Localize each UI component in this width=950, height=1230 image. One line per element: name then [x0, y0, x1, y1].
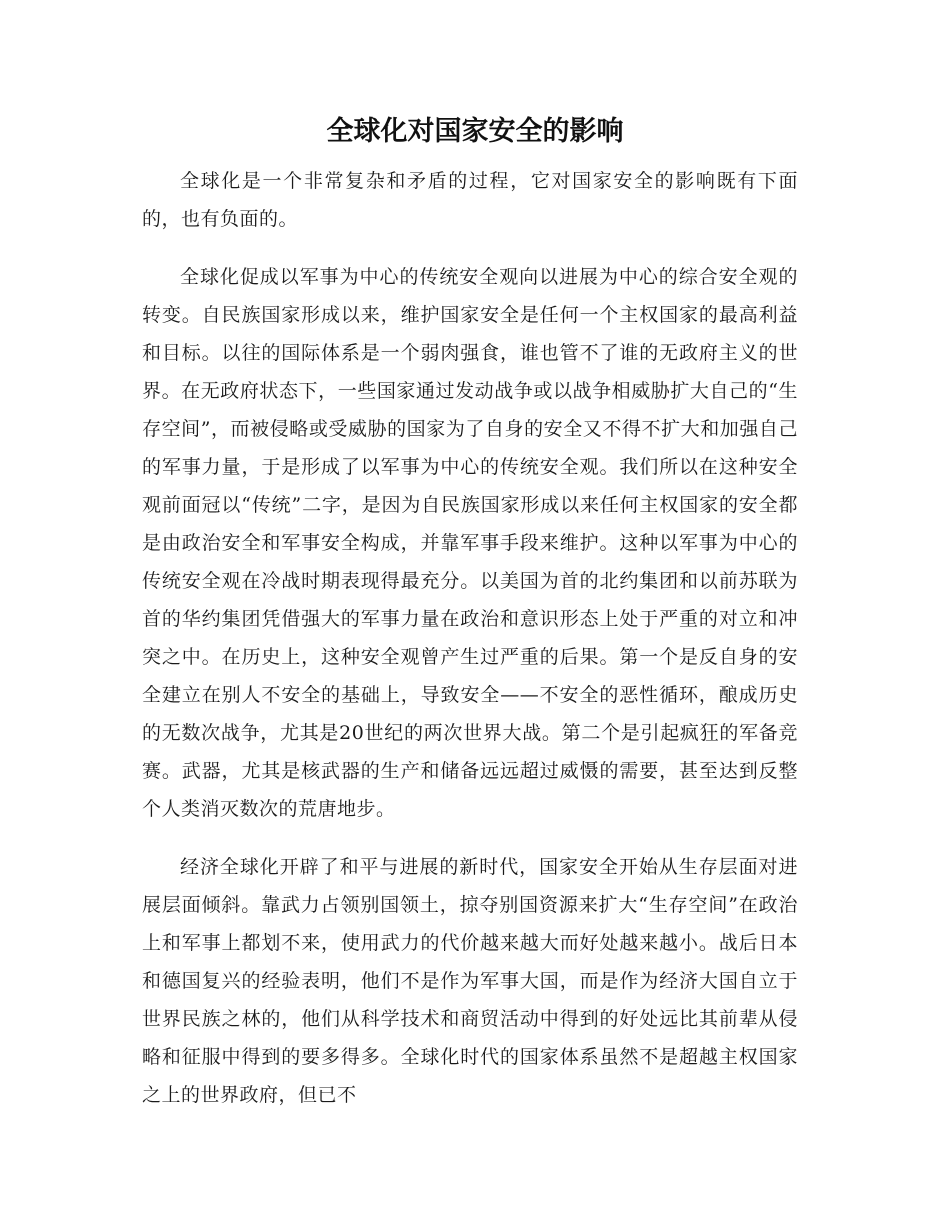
document-title: 全球化对国家安全的影响 [326, 116, 624, 147]
paragraph-3: 经济全球化开辟了和平与进展的新时代，国家安全开始从生存层面对进展层面倾斜。靠武力占领别国领土，掠夺别国资源来扩大“生存空间”在政治上和军事上都划不来，使用武力的代价越来越大而好处越来越小。战后日本和德国复兴的经验表明，他们不是作为军事大国，而是作为经济大国自立于世界民族之林的，他们从科学技术和商贸活动中得到的好处远比其前辈从侵略和征服中得到的要多得多。全球化时代的国家体系虽然不是超越主权国家之上的世界政府，但已不 [142, 856, 798, 1106]
document-body [142, 162, 798, 1134]
paragraph-1: 全球化是一个非常复杂和矛盾的过程，它对国家安全的影响既有下面的，也有负面的。 [142, 170, 798, 230]
paragraph-2: 全球化促成以军事为中心的传统安全观向以进展为中心的综合安全观的转变。自民族国家形成以来，维护国家安全是任何一个主权国家的最高利益和目标。以往的国际体系是一个弱肉强食，谁也管不了谁的无政府主义的世界。在无政府状态下，一些国家通过发动战争或以战争相威胁扩大自己的“生存空间”，而被侵略或受威胁的国家为了自身的安全又不得不扩大和加强自己的军事力量，于是形成了以军事为中心的传统安全观。我们所以在这种安全观前面冠以“传统”二字，是因为自民族国家形成以来任何主权国家的安全都是由政治安全和军事安全构成，并靠军事手段来维护。这种以军事为中心的传统安全观在冷战时期表现得最充分。以美国为首的北约集团和以前苏联为首的华约集团凭借强大的军事力量在政治和意识形态上处于严重的对立和冲突之中。在历史上，这种安全观曾产生过严重的后果。第一个是反自身的安全建立在别人不安全的基础上，导致安全——不安全的恶性循环，酿成历史的无数次战争，尤其是20世纪的两次世界大战。第二个是引起疯狂的军备竞赛。武器，尤其是核武器的生产和储备远远超过威慑的需要，甚至达到反整个人类消灭数次的荒唐地步。 [142, 266, 798, 820]
